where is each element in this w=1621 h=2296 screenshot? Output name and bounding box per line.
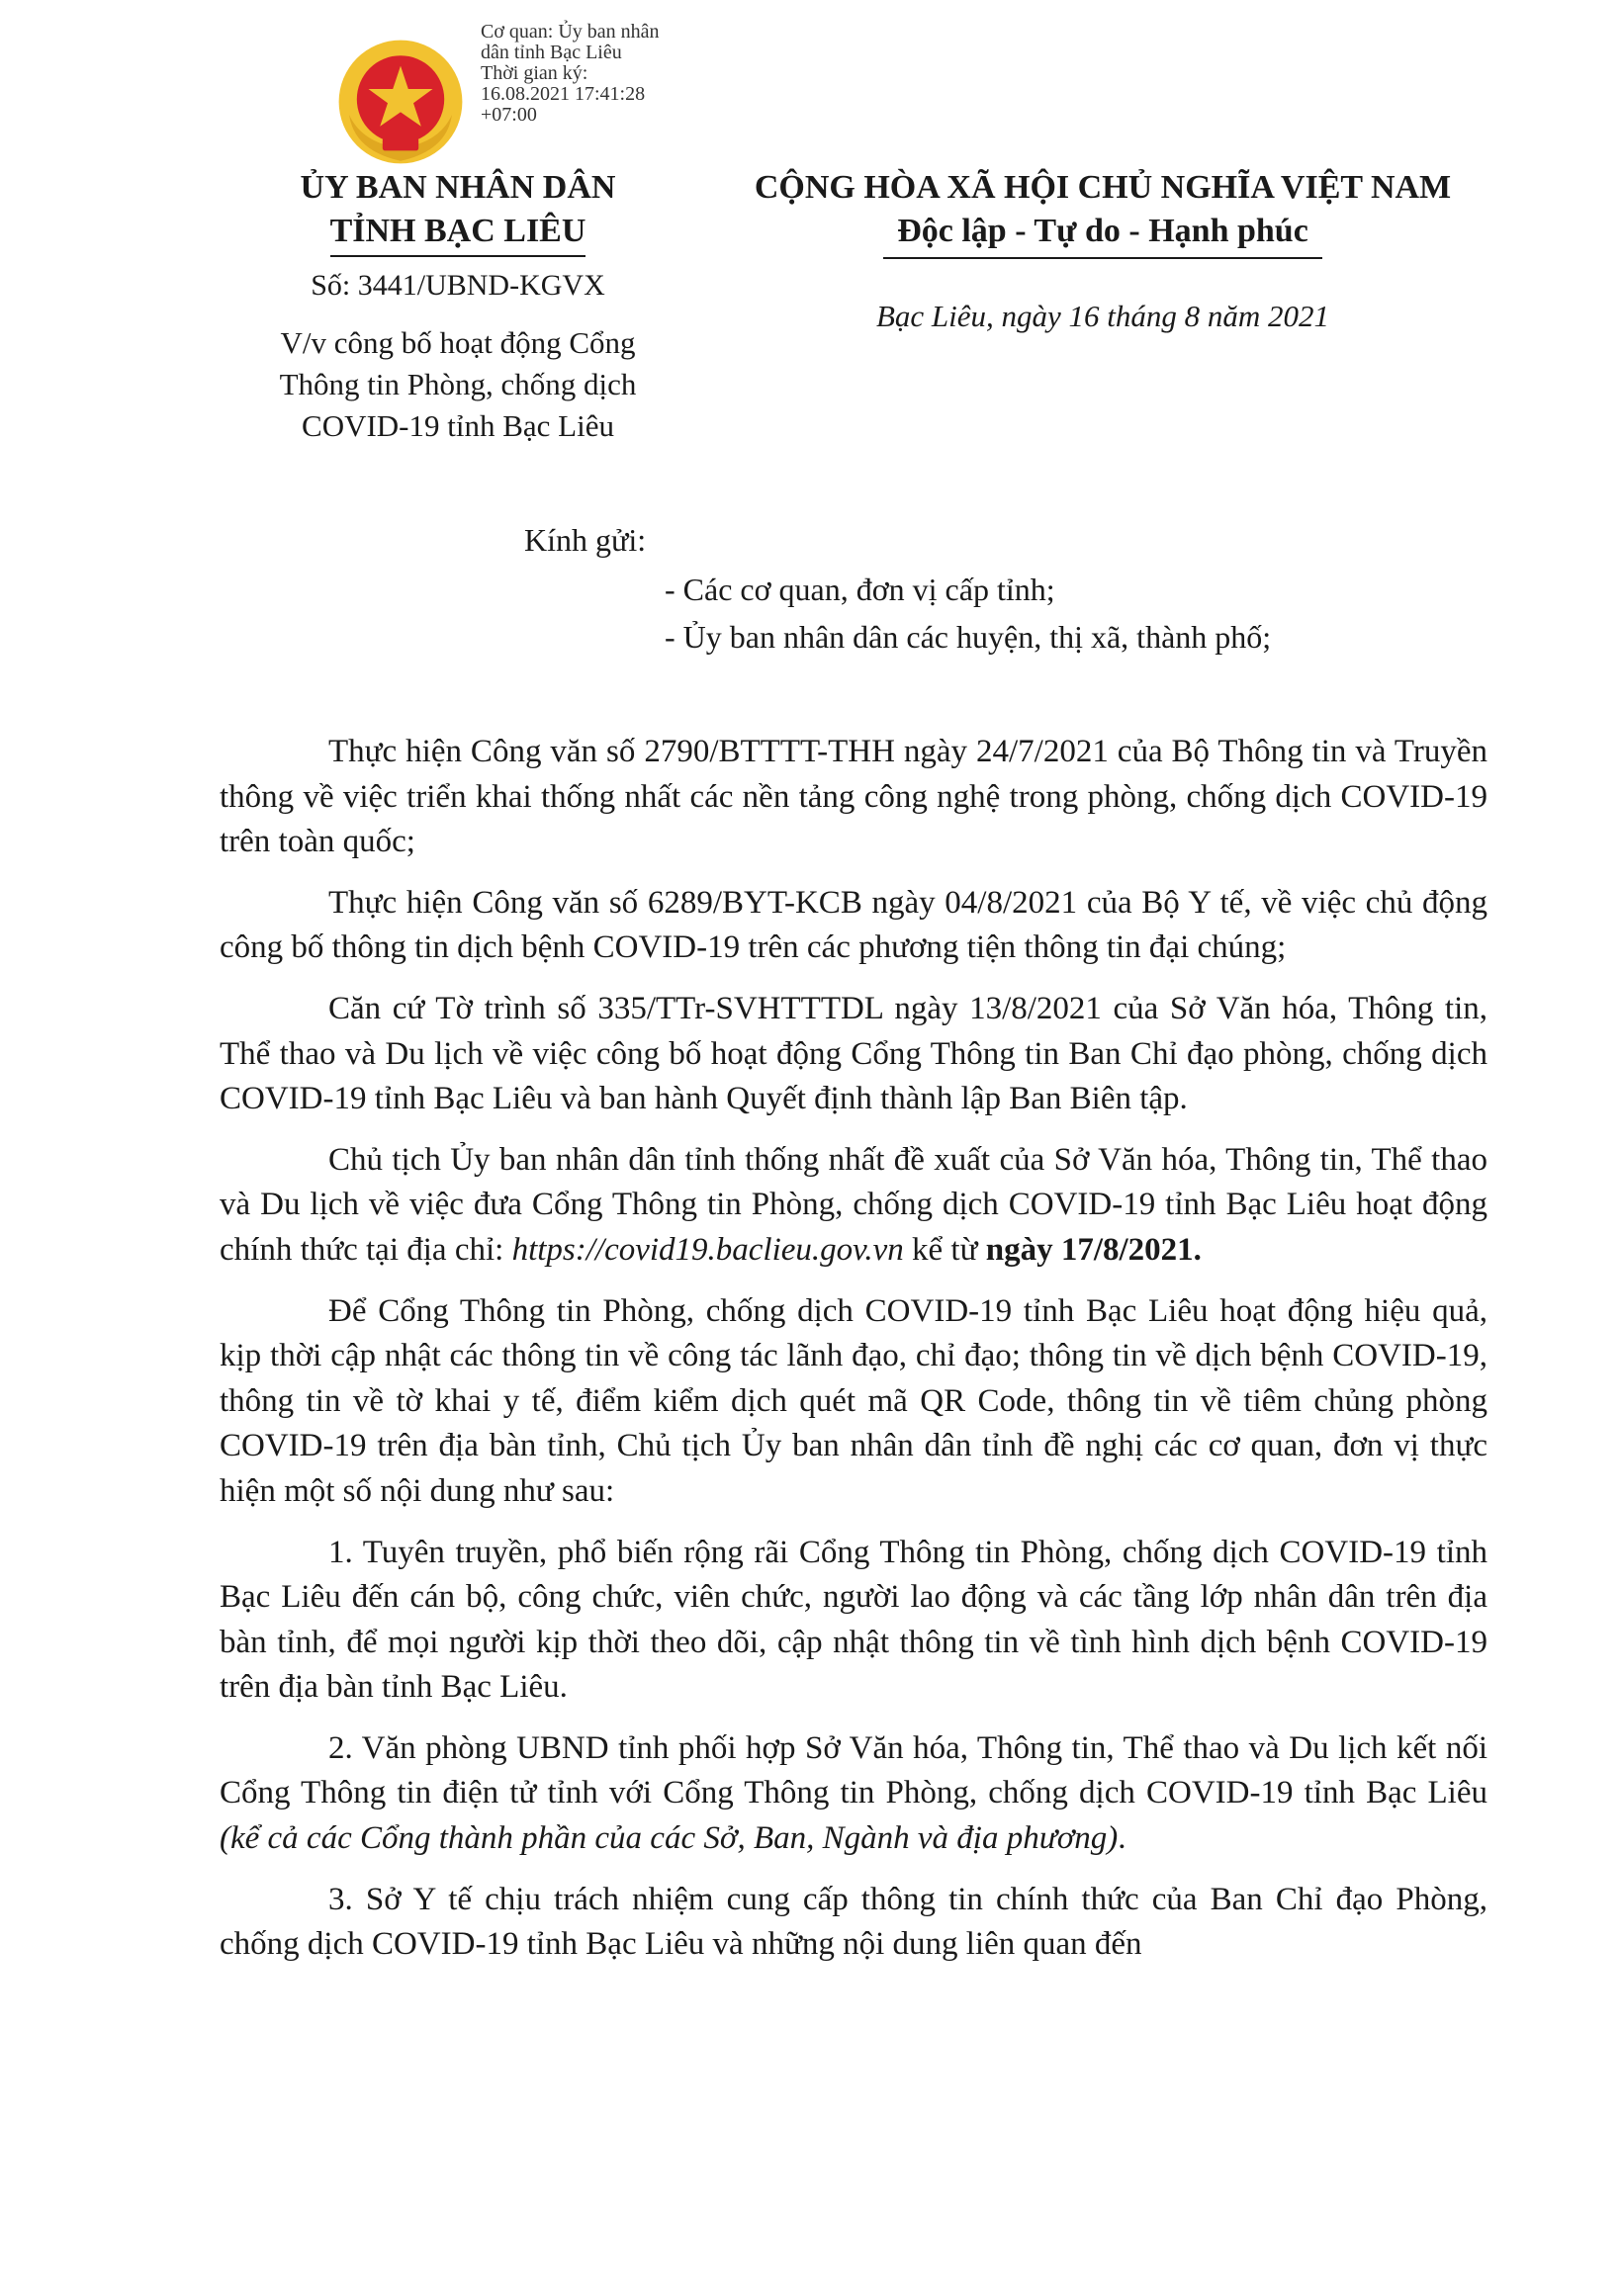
document-subject xyxy=(235,322,680,447)
paragraph-end: . xyxy=(1193,1231,1202,1268)
body-paragraph: Căn cứ Tờ trình số 335/TTr-SVHTTTDL ngày 13/8/2021 của Sở Văn hóa, Thông tin, Thể thao và Du lịch về việc công bố hoạt động Cổng Thông tin Ban Chỉ đạo phòng, chống dịch COVID-19 tỉnh Bạc Liêu và ban hành Quyết định thành lập Ban Biên tập. xyxy=(220,990,1487,1117)
national-emblem-icon xyxy=(336,38,465,166)
digital-signature-info xyxy=(481,22,748,126)
body-paragraph xyxy=(220,1726,1487,1862)
body-paragraph: Để Cổng Thông tin Phòng, chống dịch COVID-19 tỉnh Bạc Liêu hoạt động hiệu quả, kịp thời cập nhật các thông tin về công tác lãnh đạo, chỉ đạo; thông tin về dịch bệnh COVID-19, thông tin về tờ khai y tế, điểm kiểm dịch quét mã QR Code, thông tin về tiêm chủng phòng COVID-19 trên địa bàn tỉnh, Chủ tịch Ủy ban nhân dân tỉnh đề nghị các cơ quan, đơn vị thực hiện một số nội dung như sau: xyxy=(220,1292,1487,1509)
portal-url: https://covid19.baclieu.gov.vn xyxy=(511,1231,904,1268)
recipient-item: - Ủy ban nhân dân các huyện, thị xã, thành phố; xyxy=(665,619,1272,655)
document-number: Số: 3441/UBND-KGVX xyxy=(311,269,605,302)
national-motto: Độc lập - Tự do - Hạnh phúc xyxy=(883,210,1322,259)
subject-line2: Thông tin Phòng, chống dịch xyxy=(279,367,637,401)
org-name-line1: ỦY BAN NHÂN DÂN xyxy=(300,169,616,206)
document-body xyxy=(220,730,1487,1984)
issuing-organization xyxy=(265,166,651,257)
body-paragraph xyxy=(220,1138,1487,1274)
subject-line3: COVID-19 tỉnh Bạc Liêu xyxy=(302,408,614,443)
greeting-label: Kính gửi: xyxy=(524,522,647,558)
paragraph-text: Chủ tịch Ủy ban nhân dân tỉnh thống nhất đề xuất của Sở Văn hóa, Thông tin, Thể thao và Du lịch về việc đưa Cổng Thông tin Phòng, chống dịch COVID-19 tỉnh Bạc Liêu hoạt động chính thức tại địa chỉ: xyxy=(220,1141,1487,1268)
signature-agency-cont: dân tỉnh Bạc Liêu xyxy=(481,42,622,63)
body-paragraph: Thực hiện Công văn số 6289/BYT-KCB ngày 04/8/2021 của Bộ Y tế, về việc chủ động công bố thông tin dịch bệnh COVID-19 trên các phương tiện thông tin đại chúng; xyxy=(220,884,1487,966)
subject-line1: V/v công bố hoạt động Cổng xyxy=(280,325,636,360)
recipient-item: - Các cơ quan, đơn vị cấp tỉnh; xyxy=(665,572,1055,607)
paragraph-end: . xyxy=(1118,1820,1126,1857)
signature-time-value: 16.08.2021 17:41:28 xyxy=(481,83,646,105)
effective-date: ngày 17/8/2021 xyxy=(985,1231,1194,1268)
org-name-line2: TỈNH BẠC LIÊU xyxy=(330,210,586,257)
paragraph-text: kể từ xyxy=(903,1231,986,1268)
paragraph-text: 2. Văn phòng UBND tỉnh phối hợp Sở Văn hóa, Thông tin, Thể thao và Du lịch kết nối Cổng Thông tin điện tử tỉnh với Cổng Thông tin Phòng, chống dịch COVID-19 tỉnh Bạc Liêu xyxy=(220,1729,1487,1811)
signature-agency: Cơ quan: Ủy ban nhân xyxy=(481,21,660,43)
body-paragraph: 3. Sở Y tế chịu trách nhiệm cung cấp thông tin chính thức của Ban Chỉ đạo Phòng, chống dịch COVID-19 tỉnh Bạc Liêu và những nội dung liên quan đến xyxy=(220,1881,1487,1963)
signature-time-label: Thời gian ký: xyxy=(481,62,588,84)
national-header xyxy=(722,166,1484,259)
nation-title: CỘNG HÒA XÃ HỘI CHỦ NGHĨA VIỆT NAM xyxy=(754,169,1452,206)
body-paragraph: 1. Tuyên truyền, phổ biến rộng rãi Cổng Thông tin Phòng, chống dịch COVID-19 tỉnh Bạc Liêu đến cán bộ, công chức, viên chức, người lao động và các tầng lớp nhân dân trên địa bàn tỉnh, để mọi người kịp thời theo dõi, cập nhật thông tin về tình hình dịch bệnh COVID-19 trên địa bàn tỉnh Bạc Liêu. xyxy=(220,1534,1487,1706)
issue-date: Bạc Liêu, ngày 16 tháng 8 năm 2021 xyxy=(875,299,1330,333)
paragraph-note: (kể cả các Cổng thành phần của các Sở, Ban, Ngành và địa phương) xyxy=(220,1820,1119,1857)
signature-timezone: +07:00 xyxy=(481,104,537,126)
body-paragraph: Thực hiện Công văn số 2790/BTTTT-THH ngày 24/7/2021 của Bộ Thông tin và Truyền thông về việc triển khai thống nhất các nền tảng công nghệ trong phòng, chống dịch COVID-19 trên toàn quốc; xyxy=(220,734,1487,860)
